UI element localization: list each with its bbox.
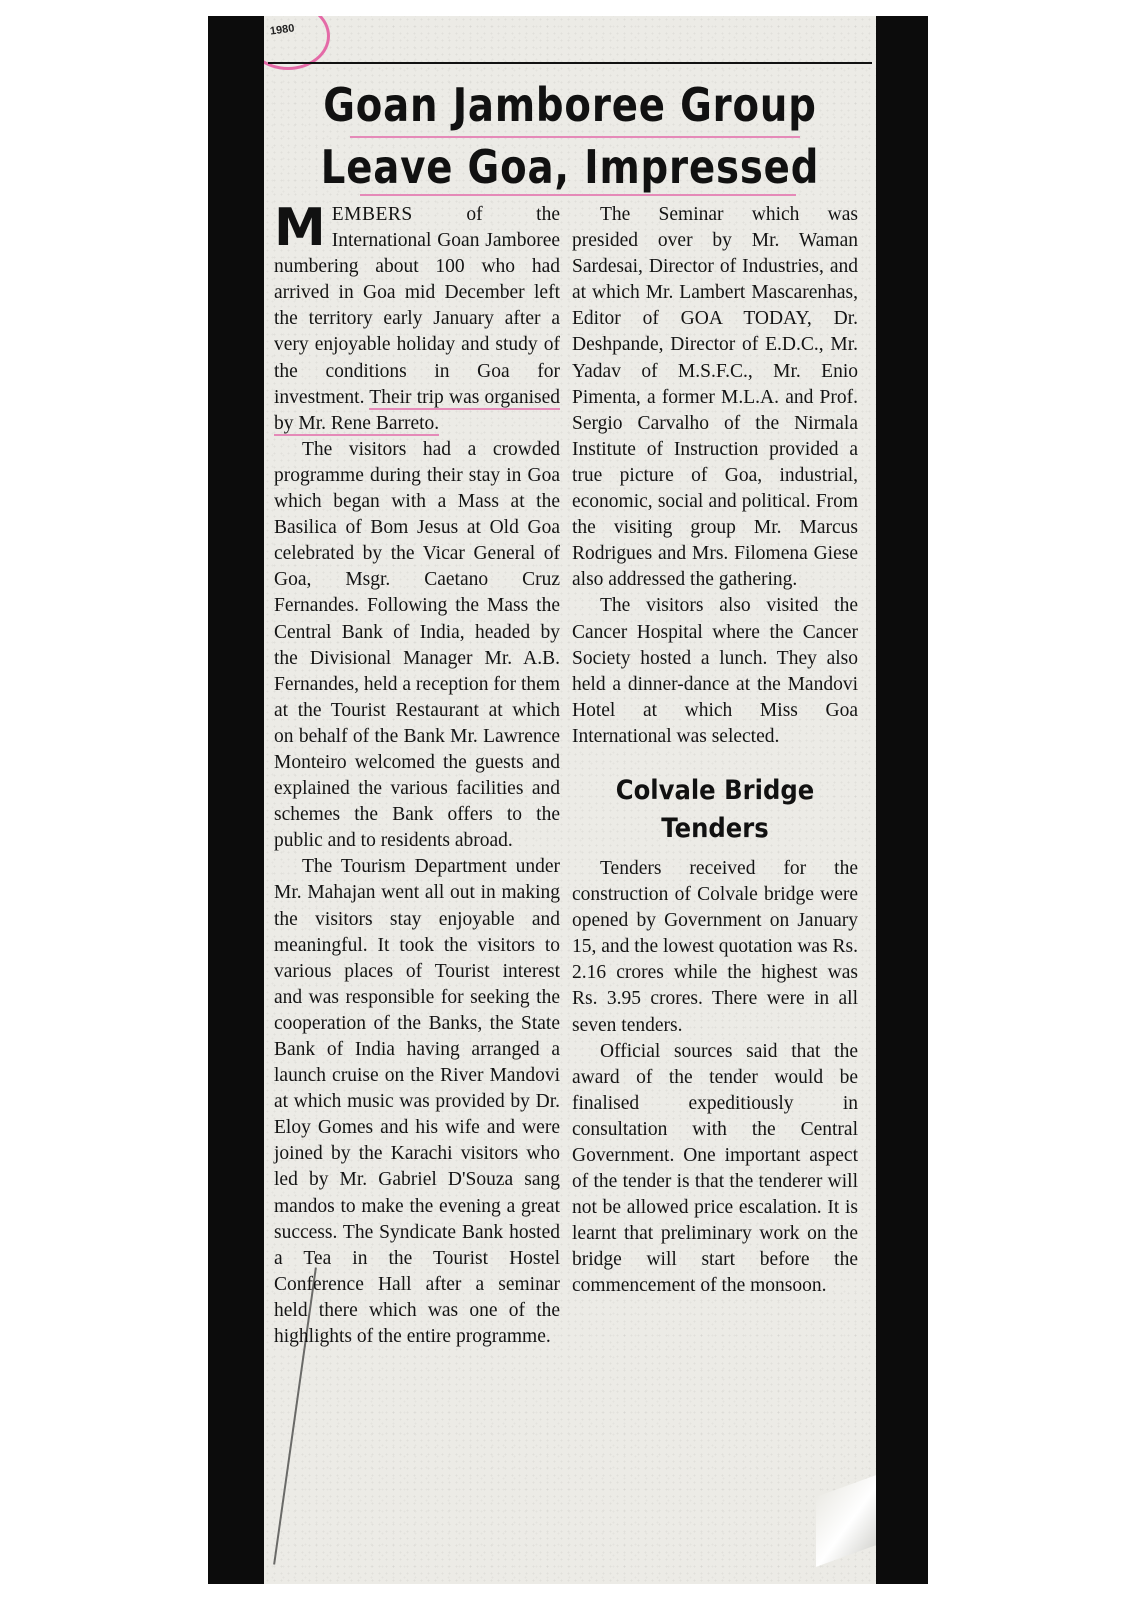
column-right (572, 202, 858, 1300)
headline-pink-underline-2 (360, 194, 796, 196)
headline-line-1: Goan Jamboree Group (323, 78, 817, 132)
article-paragraph-programme: The visitors had a crowded programme during their stay in Goa which began with a Mass at the Basilica of Bom Jesus at Old Goa celebrated by the Vicar General of Goa, Msgr. Caetano Cruz Fernandes. Following the Mass the Central Bank of India, headed by the Divisional Manager Mr. A.B. Fernandes, held a reception for them at the Tourist Restaurant at which on behalf of the Bank Mr. Lawrence Monteiro welcomed the guests and explained the various facilities and schemes the Bank offers to the public and to residents abroad. (274, 438, 560, 852)
headline-line-2: Leave Goa, Impressed (320, 140, 820, 194)
top-rule (268, 62, 872, 64)
scanned-document (208, 16, 928, 1584)
page-curl-corner (816, 1475, 876, 1567)
highlighted-organiser-sentence: Their trip was organised by Mr. Rene Barreto. (274, 386, 560, 434)
article-paragraph-visits: The visitors also visited the Cancer Hospital where the Cancer Society hosted a lunch. They also held a dinner-dance at the Mandovi Hotel at which Miss Goa International was selected. (572, 595, 858, 747)
bridge-paragraph-tenders: Tenders received for the construction of Colvale bridge were opened by Government on January 15, and the lowest quotation was Rs. 2.16 crores while the highest was Rs. 3.95 crores. There were in all seven tenders. (572, 857, 858, 1036)
lead-caps: EMBERS (331, 204, 413, 225)
subhead-colvale-bridge (586, 772, 843, 848)
bridge-paragraph-official: Official sources said that the award of the tender would be finalised expeditiously in consultation with the Central Government. One important aspect of the tender is that the tenderer will not be allowed price escalation. It is learnt that preliminary work on the bridge will start before the commencement of the monsoon. (572, 1040, 858, 1297)
newspaper-clipping (264, 16, 876, 1584)
article-paragraph-seminar: The Seminar which was presided over by Mr. Waman Sardesai, Director of Industries, and at which Mr. Lambert Mascarenhas, Editor of GOA TODAY, Dr. Deshpande, Director of E.D.C., Mr. Yadav of M.S.F.C., Mr. Enio Pimenta, a former M.L.A. and Prof. Sergio Carvalho of the Nirmala Institute of Instruction provided a true picture of Goa, industrial, economic, social and political. From the visiting group Mr. Marcus Rodrigues and Mrs. Filomena Giese also addressed the gathering. (572, 204, 858, 591)
column-left (274, 198, 560, 1350)
year-annotation: 1980 (269, 22, 296, 38)
subhead-line-1: Colvale Bridge (615, 774, 815, 806)
lead-paragraph-text: of the International Goan Jamboree numbering about 100 who had arrived in Goa mid December left the territory early January after a very enjoyable holiday and study of the conditions in Goa for investment. (274, 204, 560, 408)
article-paragraph-tourism: The Tourism Department under Mr. Mahajan went all out in making the visitors stay enjoyable and meaningful. It took the visitors to various places of Tourist interest and was responsible for seeking the cooperation of the Banks, the State Bank of India having arranged a launch cruise on the River Mandovi at which music was provided by Dr. Eloy Gomes and his wife and were joined by the Karachi visitors who led by Mr. Gabriel D'Souza sang mandos to make the evening a great success. The Syndicate Bank hosted a Tea in the Tourist Hostel Conference Hall after a seminar held there which was one of the highlights of the entire programme. (274, 856, 560, 1348)
drop-cap: M (274, 198, 326, 258)
subhead-line-2: Tenders (661, 812, 769, 844)
article-lead-paragraph (274, 198, 560, 437)
headline-pink-underline-1 (350, 136, 800, 138)
